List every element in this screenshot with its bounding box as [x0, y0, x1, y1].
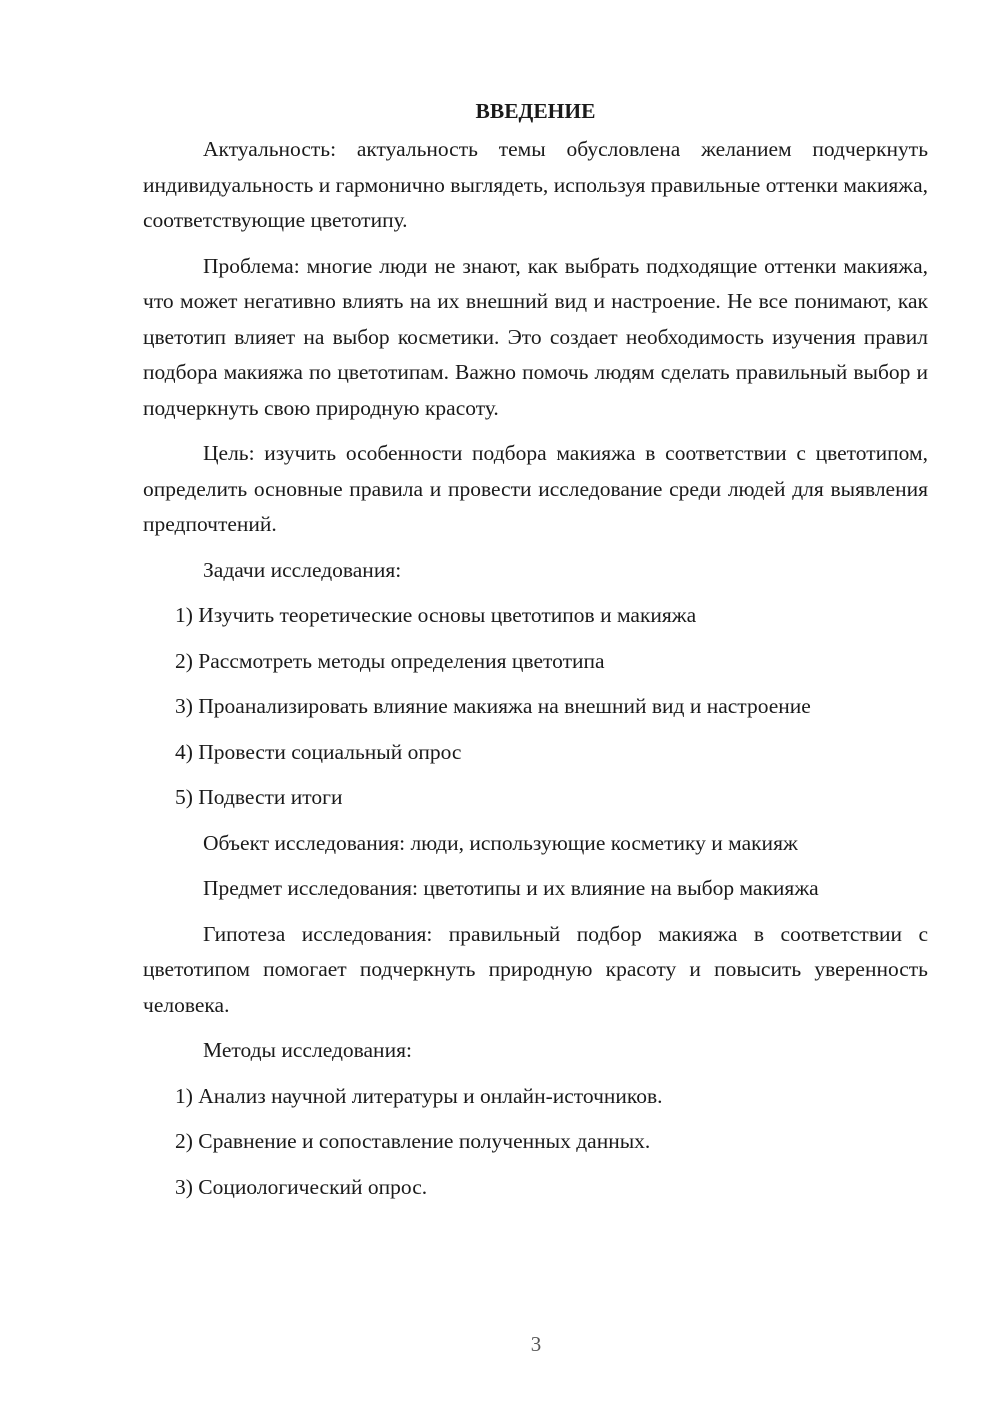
tasks-list [143, 598, 928, 816]
method-item: 1) Анализ научной литературы и онлайн-источников. [175, 1083, 663, 1108]
hypothesis-paragraph: Гипотеза исследования: правильный подбор макияжа в соответствии с цветотипом помогает подчеркнуть природную красоту и повысить уверенность человека. [143, 921, 928, 1017]
task-item: 5) Подвести итоги [175, 785, 343, 809]
task-item: 2) Рассмотреть методы определения цветотипа [175, 648, 605, 673]
tasks-heading: Задачи исследования: [203, 557, 402, 582]
task-item: 4) Провести социальный опрос [175, 739, 462, 764]
methods-list [143, 1079, 928, 1206]
object-paragraph: Объект исследования: люди, использующие косметику и макияж [203, 830, 798, 855]
method-item: 3) Социологический опрос. [175, 1174, 428, 1199]
methods-heading: Методы исследования: [203, 1038, 412, 1062]
method-item: 2) Сравнение и сопоставление полученных данных. [175, 1129, 651, 1153]
task-item: 3) Проанализировать влияние макияжа на внешний вид и настроение [175, 694, 811, 718]
page-title: ВВЕДЕНИЕ [475, 99, 596, 123]
problem-paragraph: Проблема: многие люди не знают, как выбрать подходящие оттенки макияжа, что может негативно влиять на их внешний вид и настроение. Не все понимают, как цветотип влияет на выбор косметики. Это создает необходимость изучения правил подбора макияжа по цветотипам. Важно помочь людям сделать правильный выбор и подчеркнуть свою природную красоту. [143, 253, 928, 420]
page-number: 3 [530, 1332, 542, 1356]
subject-paragraph: Предмет исследования: цветотипы и их влияние на выбор макияжа [203, 876, 819, 900]
relevance-paragraph: Актуальность: актуальность темы обусловлена желанием подчеркнуть индивидуальность и гармонично выглядеть, используя правильные оттенки макияжа, соответствующие цветотипу. [143, 137, 928, 232]
task-item: 1) Изучить теоретические основы цветотипов и макияжа [175, 603, 697, 627]
goal-paragraph: Цель: изучить особенности подбора макияжа в соответствии с цветотипом, определить основные правила и провести исследование среди людей для выявления предпочтений. [143, 441, 928, 536]
page-content [143, 92, 928, 1215]
